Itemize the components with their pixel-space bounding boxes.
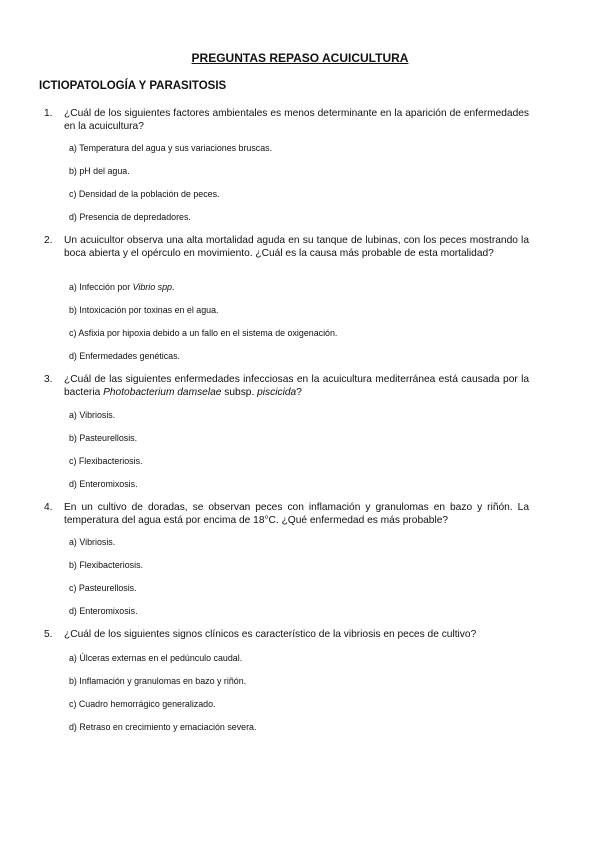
option-c: c) Cuadro hemorrágico generalizado. bbox=[69, 699, 216, 709]
option-a: a) Infección por Vibrio spp. bbox=[69, 282, 175, 292]
question-3 bbox=[44, 374, 529, 399]
question-number: 4. bbox=[44, 502, 53, 513]
option-d: d) Enteromixosis. bbox=[69, 479, 138, 489]
option-b: b) Inflamación y granulomas en bazo y riñón. bbox=[69, 676, 247, 686]
option-d: d) Retraso en crecimiento y emaciación severa. bbox=[69, 722, 257, 732]
option-b: b) Intoxicación por toxinas en el agua. bbox=[69, 305, 219, 315]
option-d: d) Enteromixosis. bbox=[69, 606, 138, 616]
question-text: Un acuicultor observa una alta mortalidad aguda en su tanque de lubinas, con los peces mostrando la boca abierta y el opérculo en movimiento. ¿Cuál es la causa más probable de esta mortalidad? bbox=[64, 235, 529, 259]
option-d: d) Enfermedades genéticas. bbox=[69, 351, 181, 361]
option-b: b) Flexibacteriosis. bbox=[69, 560, 143, 570]
question-number: 3. bbox=[44, 374, 53, 385]
option-b: b) Pasteurellosis. bbox=[69, 433, 138, 443]
question-5 bbox=[44, 629, 529, 642]
question-number: 5. bbox=[44, 629, 53, 640]
option-d: d) Presencia de depredadores. bbox=[69, 212, 191, 222]
option-a: a) Temperatura del agua y sus variaciones bruscas. bbox=[69, 143, 273, 153]
question-2 bbox=[44, 235, 529, 260]
document-title: PREGUNTAS REPASO ACUICULTURA bbox=[191, 51, 409, 65]
option-c: c) Asfixia por hipoxia debido a un fallo en el sistema de oxigenación. bbox=[69, 328, 338, 338]
option-a: a) Vibriosis. bbox=[69, 537, 116, 547]
section-title: ICTIOPATOLOGÍA Y PARASITOSIS bbox=[39, 80, 227, 92]
option-a-italic: Vibrio spp bbox=[132, 282, 172, 292]
option-c: c) Pasteurellosis. bbox=[69, 583, 137, 593]
question-4 bbox=[44, 502, 529, 527]
question-1 bbox=[44, 108, 529, 133]
question-number: 1. bbox=[44, 108, 53, 119]
option-c: c) Flexibacteriosis. bbox=[69, 456, 143, 466]
option-c: c) Densidad de la población de peces. bbox=[69, 189, 220, 199]
option-a: a) Vibriosis. bbox=[69, 410, 116, 420]
option-b: b) pH del agua. bbox=[69, 166, 130, 176]
question-text: ¿Cuál de los siguientes factores ambientales es menos determinante en la aparición de enfermedades en la acuicultura? bbox=[64, 108, 529, 132]
option-a: a) Úlceras externas en el pedúnculo caudal. bbox=[69, 653, 243, 663]
question-text: ¿Cuál de las siguientes enfermedades infecciosas en la acuicultura mediterránea está causada por la bacteria Photobacterium damselae subsp. piscicida? bbox=[64, 374, 529, 398]
question-text: ¿Cuál de los siguientes signos clínicos es característico de la vibriosis en peces de cultivo? bbox=[64, 629, 477, 640]
question-text: En un cultivo de doradas, se observan peces con inflamación y granulomas en bazo y riñón. La temperatura del agua está por encima de 18°C. ¿Qué enfermedad es más probable? bbox=[64, 502, 529, 526]
question-number: 2. bbox=[44, 235, 53, 246]
